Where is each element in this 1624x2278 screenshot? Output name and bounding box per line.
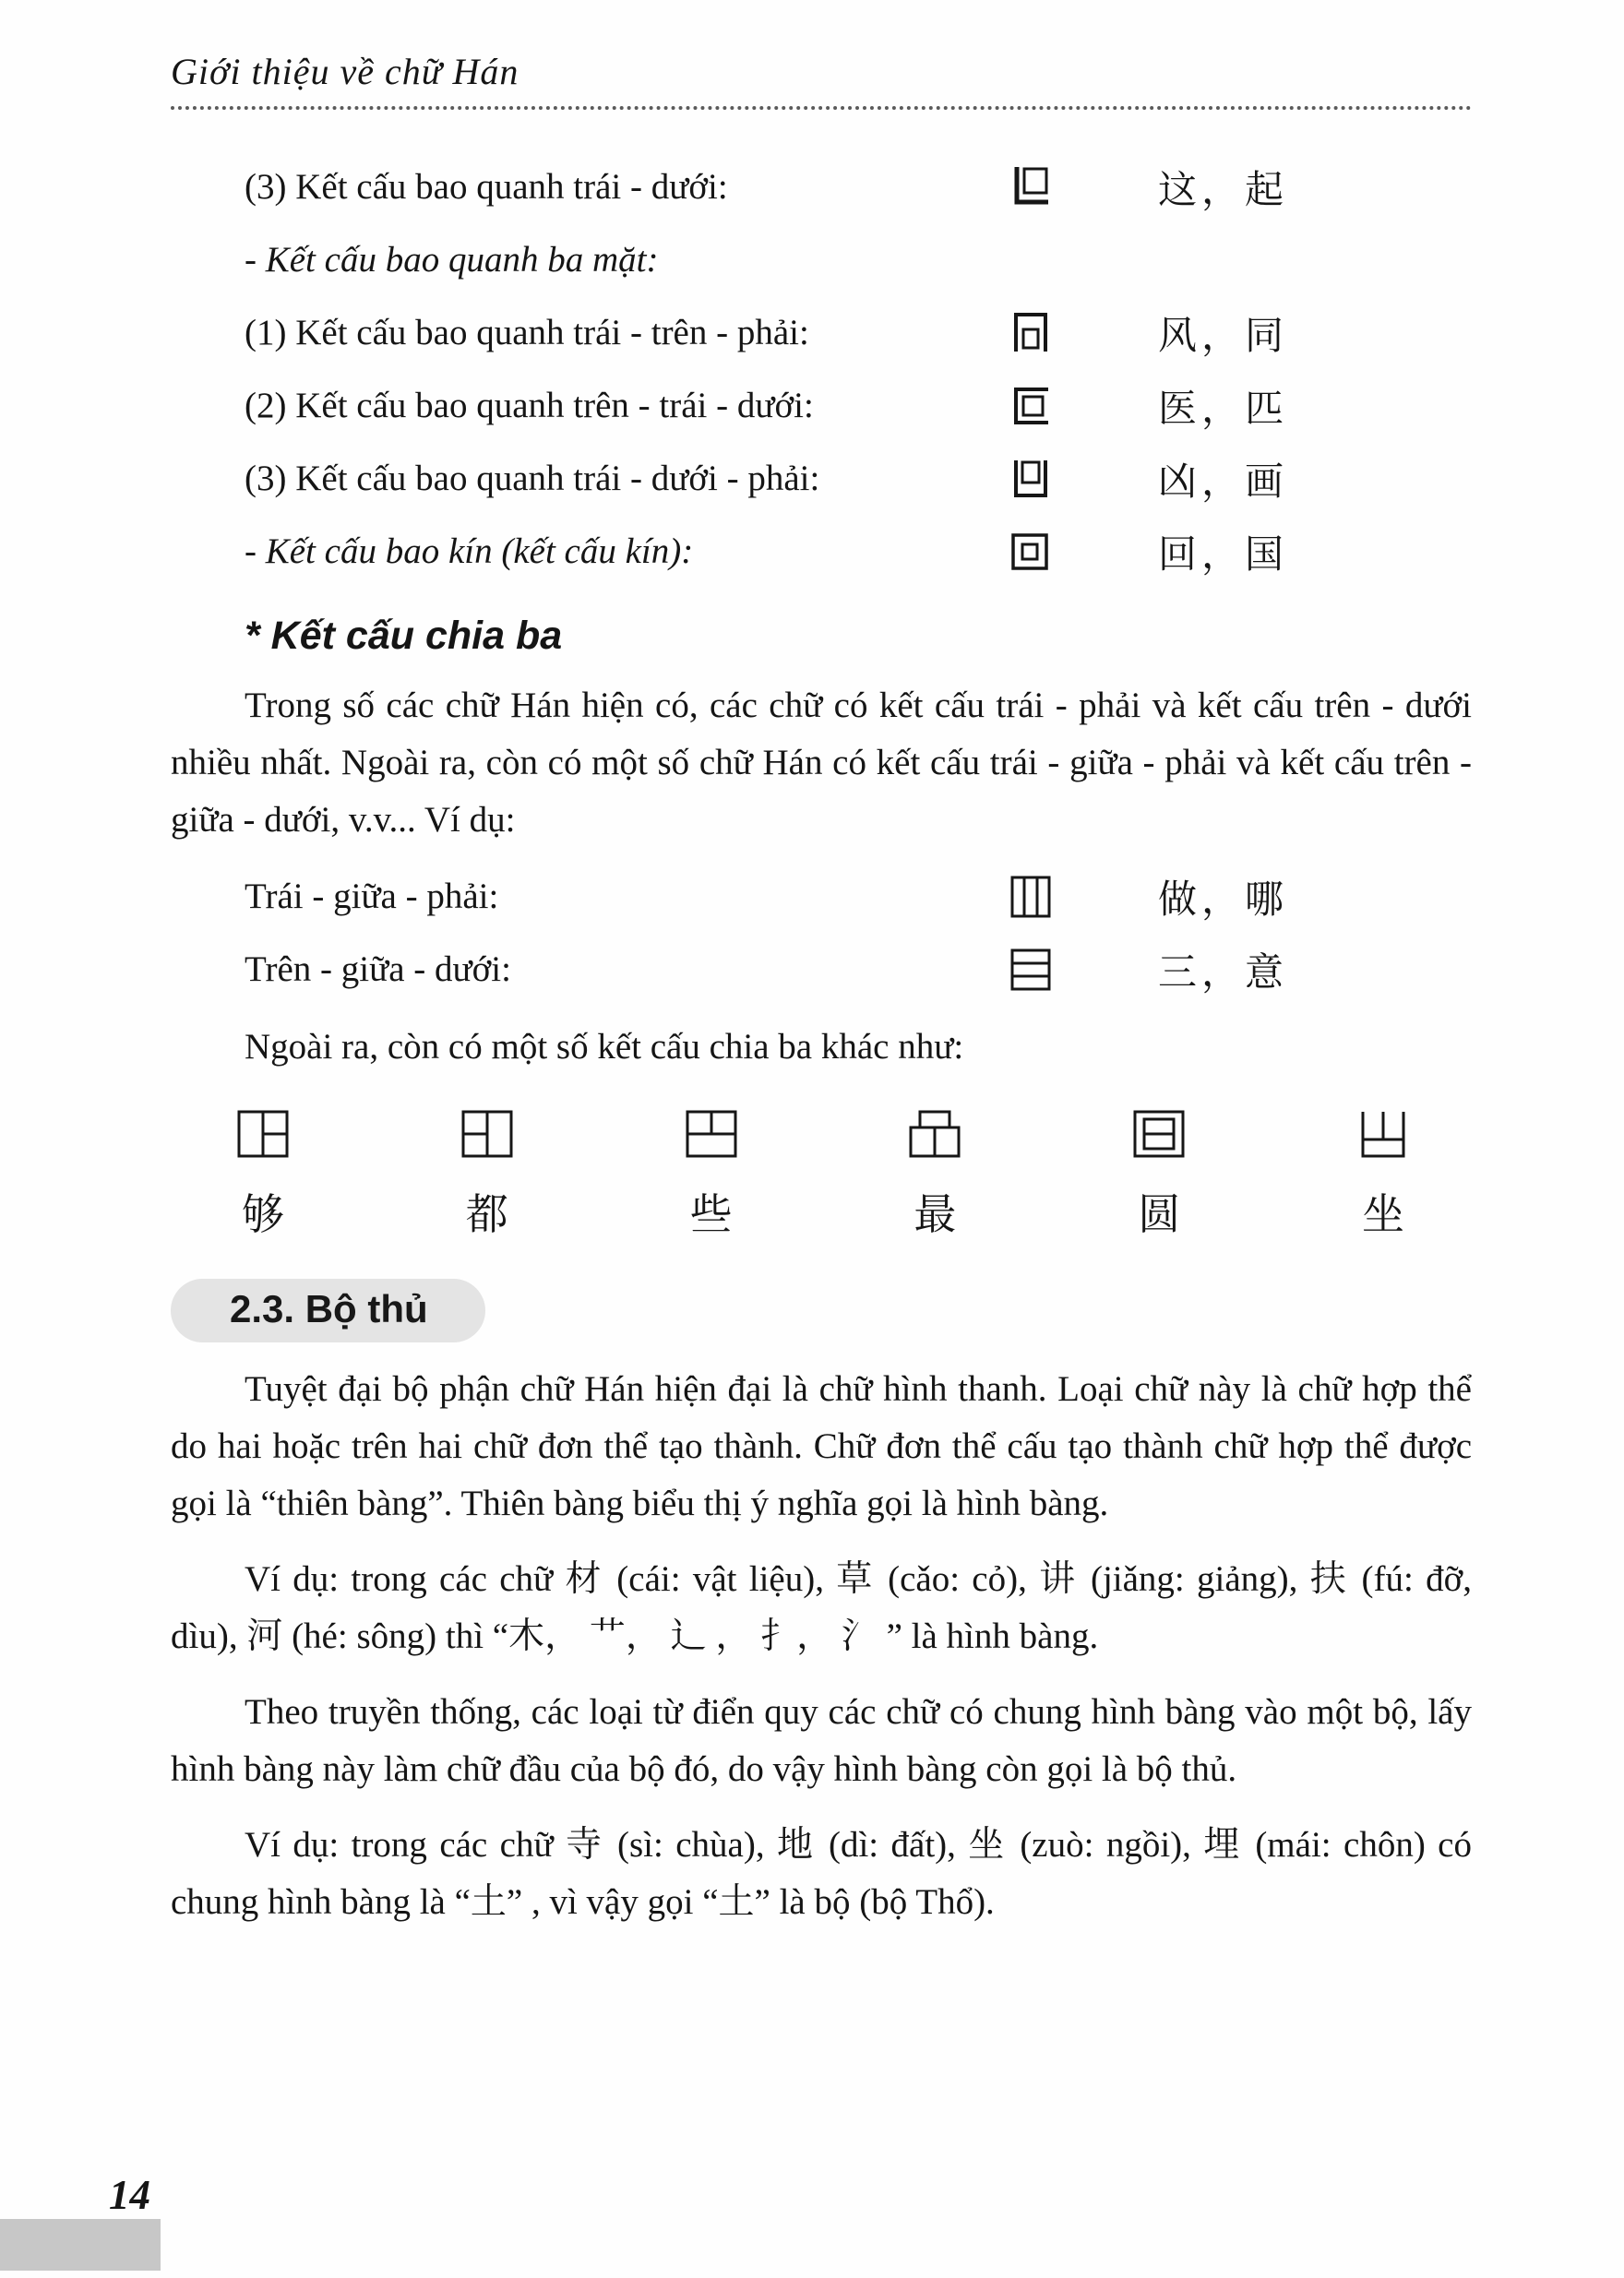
- section-heading-chia-ba: * Kết cấu chia ba: [245, 614, 563, 658]
- grid-cell: [907, 1109, 962, 1236]
- paragraph: Ví dụ: trong các chữ 材 (cái: vật liệu), 草 (cǎo: cỏ), 讲 (jiǎng: giảng), 扶 (fú: đỡ, dìu), 河 (hé: sông) thì “木， 艹， 辶 ， 扌， 氵 ” là hình bàng.: [171, 1559, 1472, 1656]
- paragraph: Tuyệt đại bộ phận chữ Hán hiện đại là chữ hình thanh. Loại chữ này là chữ hợp thể do hai hoặc trên hai chữ đơn thể tạo thành. Chữ đơn thể cấu tạo thành chữ hợp thể được gọi là “thiên bàng”. Thiên bàng biểu thị ý nghĩa gọi là hình bàng.: [171, 1369, 1472, 1523]
- enclosure-left-bottom-icon: [1006, 163, 1158, 211]
- paragraph: Trong số các chữ Hán hiện có, các chữ có kết cấu trái - phải và kết cấu trên - dưới nhiều nhất. Ngoài ra, còn có một số chữ Hán có kết cấu trái - giữa - phải và kết cấu trên - giữa - dưới, v.v... Ví dụ:: [171, 686, 1472, 840]
- structure-label: - Kết cấu bao kín (kết cấu kín):: [245, 531, 694, 571]
- split-top-columns-icon: [684, 1109, 739, 1161]
- structure-label: Trái - giữa - phải:: [245, 877, 499, 916]
- header-dotted-rule: [171, 106, 1472, 110]
- page-header-title: Giới thiệu về chữ Hán: [171, 51, 519, 92]
- structure-row: [171, 150, 1472, 223]
- structure-label: (3) Kết cấu bao quanh trái - dưới:: [245, 167, 728, 207]
- example-characters: 凶，画: [1158, 460, 1289, 504]
- split-top-bottom-left-right-icon: [460, 1109, 515, 1161]
- enclosure-left-bottom-right-icon: [1006, 455, 1158, 503]
- grid-character: 坐: [1361, 1191, 1404, 1238]
- example-characters: 医，匹: [1158, 388, 1289, 431]
- enclosure-structure-list: [171, 150, 1472, 588]
- grid-character: 够: [242, 1191, 284, 1238]
- structure-row: [171, 515, 1472, 588]
- enclosure-left-top-right-icon: [1006, 309, 1158, 357]
- structure-label: (2) Kết cấu bao quanh trên - trái - dưới:: [245, 386, 814, 425]
- example-characters: 做，哪: [1158, 878, 1289, 922]
- paragraph: Theo truyền thống, các loại từ điển quy các chữ có chung hình bàng vào một bộ, lấy hình bàng này làm chữ đầu của bộ đó, do vậy hình bàng còn gọi là bộ thủ.: [171, 1692, 1472, 1789]
- structure-label: Trên - giữa - dưới:: [245, 949, 511, 989]
- enclosure-full-icon: [1006, 528, 1158, 576]
- grid-character: 都: [465, 1191, 508, 1238]
- structure-row: [171, 860, 1472, 933]
- grid-cell: [1355, 1109, 1411, 1236]
- structure-row: [171, 296, 1472, 369]
- example-characters: 三，意: [1158, 951, 1289, 995]
- structure-label: - Kết cấu bao quanh ba mặt:: [245, 240, 659, 280]
- grid-character: 最: [914, 1191, 957, 1238]
- grid-cell: [684, 1109, 739, 1236]
- structure-row: [171, 933, 1472, 1006]
- enclosure-with-split-inner-icon: [1131, 1109, 1187, 1161]
- three-part-structure-rows: [171, 860, 1472, 1006]
- bottom-enclosure-with-columns-icon: [1355, 1109, 1411, 1161]
- grid-cell: [460, 1109, 515, 1236]
- section-heading-bo-thu: 2.3. Bộ thủ: [171, 1279, 485, 1342]
- paragraph: Ví dụ: trong các chữ 寺 (sì: chùa), 地 (dì: đất), 坐 (zuò: ngồi), 埋 (mái: chôn) có chung hình bàng là “土” , vì vậy gọi “土” là bộ (bộ Thổ).: [171, 1825, 1472, 1922]
- split-top-center-bottom-columns-icon: [907, 1109, 962, 1161]
- three-columns-icon: [1006, 873, 1158, 921]
- structure-row: [171, 369, 1472, 442]
- structure-row: [171, 442, 1472, 515]
- split-left-right-top-bottom-icon: [235, 1109, 291, 1161]
- footer-gray-bar: [0, 2219, 161, 2271]
- grid-cell: [1131, 1109, 1187, 1236]
- grid-cell: [235, 1109, 291, 1236]
- grid-character: 圆: [1138, 1191, 1181, 1238]
- structure-examples-grid: [235, 1109, 1411, 1236]
- example-characters: 回，国: [1158, 533, 1289, 577]
- page-content: [171, 0, 1472, 1931]
- structure-label: (3) Kết cấu bao quanh trái - dưới - phải:: [245, 459, 820, 498]
- lead-sentence: Ngoài ra, còn có một số kết cấu chia ba khác như:: [245, 1027, 964, 1067]
- grid-character: 些: [689, 1191, 733, 1238]
- three-rows-icon: [1006, 946, 1158, 994]
- enclosure-top-left-bottom-icon: [1006, 382, 1158, 430]
- structure-label: (1) Kết cấu bao quanh trái - trên - phải:: [245, 313, 809, 352]
- structure-subheading-row: [171, 223, 1472, 296]
- example-characters: 风，同: [1158, 315, 1289, 358]
- page-number: 14: [109, 2172, 150, 2218]
- example-characters: 这，起: [1158, 169, 1289, 212]
